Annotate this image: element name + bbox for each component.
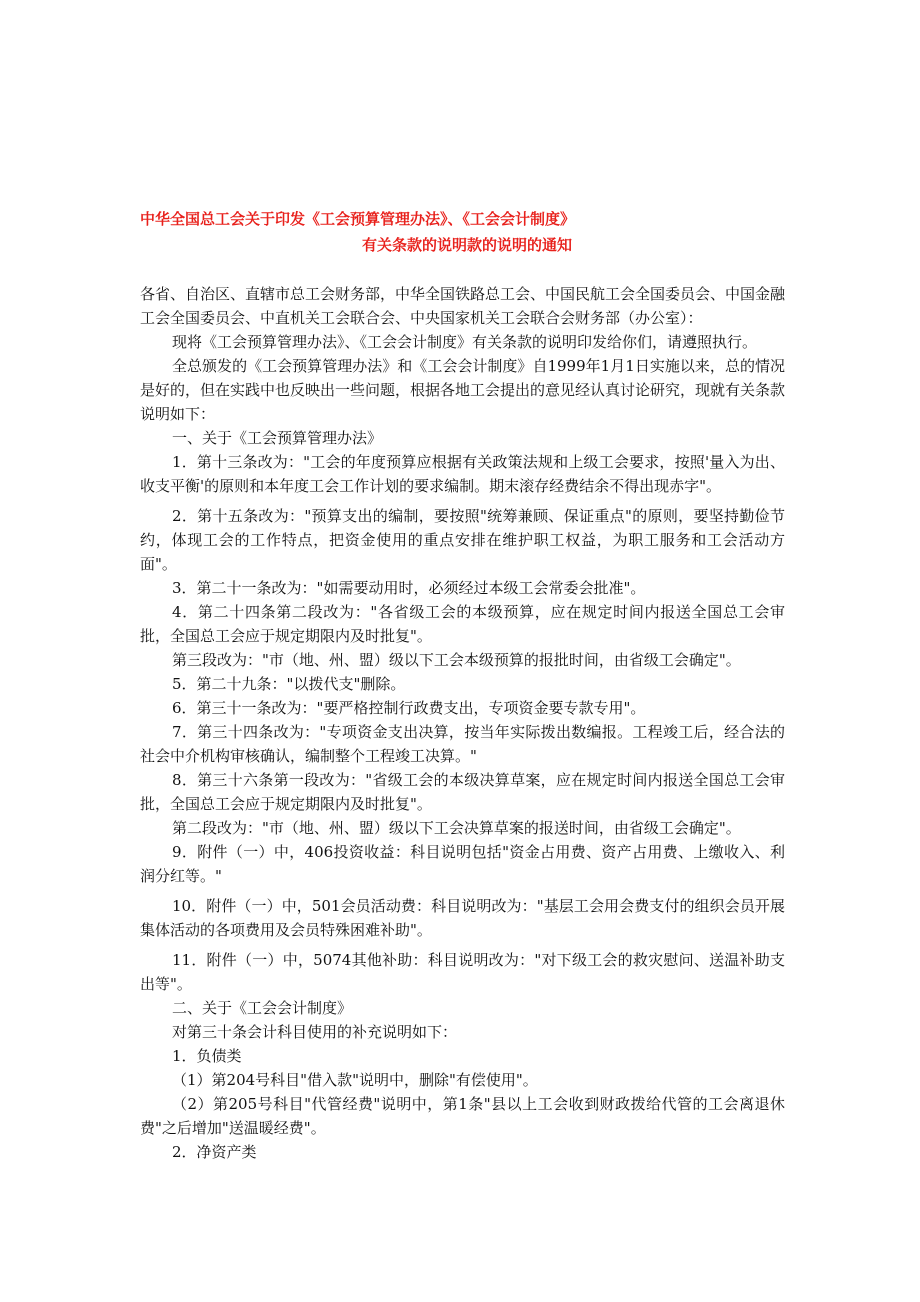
paragraph: 第二段改为："市（地、州、盟）级以下工会决算草案的报送时间，由省级工会确定"。: [172, 819, 741, 837]
paragraph: 8．第三十六条第一段改为："省级工会的本级决算草案，应在规定时间内报送全国总工会审批，全国总工会应于规定期限内及时批复"。: [140, 771, 785, 813]
paragraph: 第三段改为："市（地、州、盟）级以下工会本级预算的报批时间，由省级工会确定"。: [172, 651, 741, 669]
paragraph: 10．附件（一）中，501会员活动费：科目说明改为："基层工会用会费支付的组织会员开展集体活动的各项费用及会员特殊困难补助"。: [140, 897, 785, 939]
document-body: [140, 282, 785, 1164]
paragraph: 一、关于《工会预算管理办法》: [172, 429, 383, 447]
paragraph: 2．第十五条改为："预算支出的编制，要按照"统筹兼顾、保证重点"的原则，要坚持勤俭节约，体现工会的工作特点，把资金使用的重点安排在维护职工权益，为职工服务和工会活动方面"。: [140, 507, 785, 573]
paragraph: 各省、自治区、直辖市总工会财务部，中华全国铁路总工会、中国民航工会全国委员会、中国金融工会全国委员会、中直机关工会联合会、中央国家机关工会联合会财务部（办公室）：: [140, 285, 786, 327]
paragraph: 5．第二十九条："以拨代支"删除。: [172, 675, 406, 693]
document-title-line-1: 中华全国总工会关于印发《工会预算管理办法》、《工会会计制度》: [140, 210, 576, 228]
paragraph: 1．负债类: [172, 1047, 242, 1065]
document-title-line-2: 有关条款的说明款的说明的通知: [362, 236, 573, 254]
paragraph: 对第三十条会计科目使用的补充说明如下：: [172, 1023, 458, 1041]
paragraph: 9．附件（一）中，406投资收益：科目说明包括"资金占用费、资产占用费、上缴收入、利润分红等。": [140, 843, 785, 885]
paragraph: （2）第205号科目"代管经费"说明中，第1条"县以上工会收到财政拨给代管的工会离退休费"之后增加"送温暖经费"。: [140, 1095, 785, 1137]
paragraph: 1．第十三条改为："工会的年度预算应根据有关政策法规和上级工会要求，按照'量入为出、收支平衡'的原则和本年度工会工作计划的要求编制。期末滚存经费结余不得出现赤字"。: [140, 453, 785, 495]
paragraph: 7．第三十四条改为："专项资金支出决算，按当年实际拨出数编报。工程竣工后，经合法的社会中介机构审核确认，编制整个工程竣工决算。": [140, 723, 785, 765]
paragraph: 3．第二十一条改为："如需要动用时，必须经过本级工会常委会批准"。: [172, 579, 646, 597]
paragraph: 11．附件（一）中，5074其他补助：科目说明改为："对下级工会的救灾慰问、送温补助支出等"。: [140, 951, 785, 993]
paragraph: （1）第204号科目"借入款"说明中，删除"有偿使用"。: [172, 1071, 538, 1089]
paragraph: 现将《工会预算管理办法》、《工会会计制度》有关条款的说明印发给你们，请遵照执行。: [172, 333, 758, 351]
paragraph: 4．第二十四条第二段改为："各省级工会的本级预算，应在规定时间内报送全国总工会审批，全国总工会应于规定期限内及时批复"。: [140, 603, 785, 645]
paragraph: 二、关于《工会会计制度》: [172, 999, 353, 1017]
paragraph: 全总颁发的《工会预算管理办法》和《工会会计制度》自1999年1月1日实施以来，总的情况是好的，但在实践中也反映出一些问题，根据各地工会提出的意见经认真讨论研究，现就有关条款说明如下：: [140, 357, 786, 423]
paragraph: 6．第三十一条改为："要严格控制行政费支出，专项资金要专款专用"。: [172, 699, 646, 717]
paragraph: 2．净资产类: [172, 1143, 257, 1161]
